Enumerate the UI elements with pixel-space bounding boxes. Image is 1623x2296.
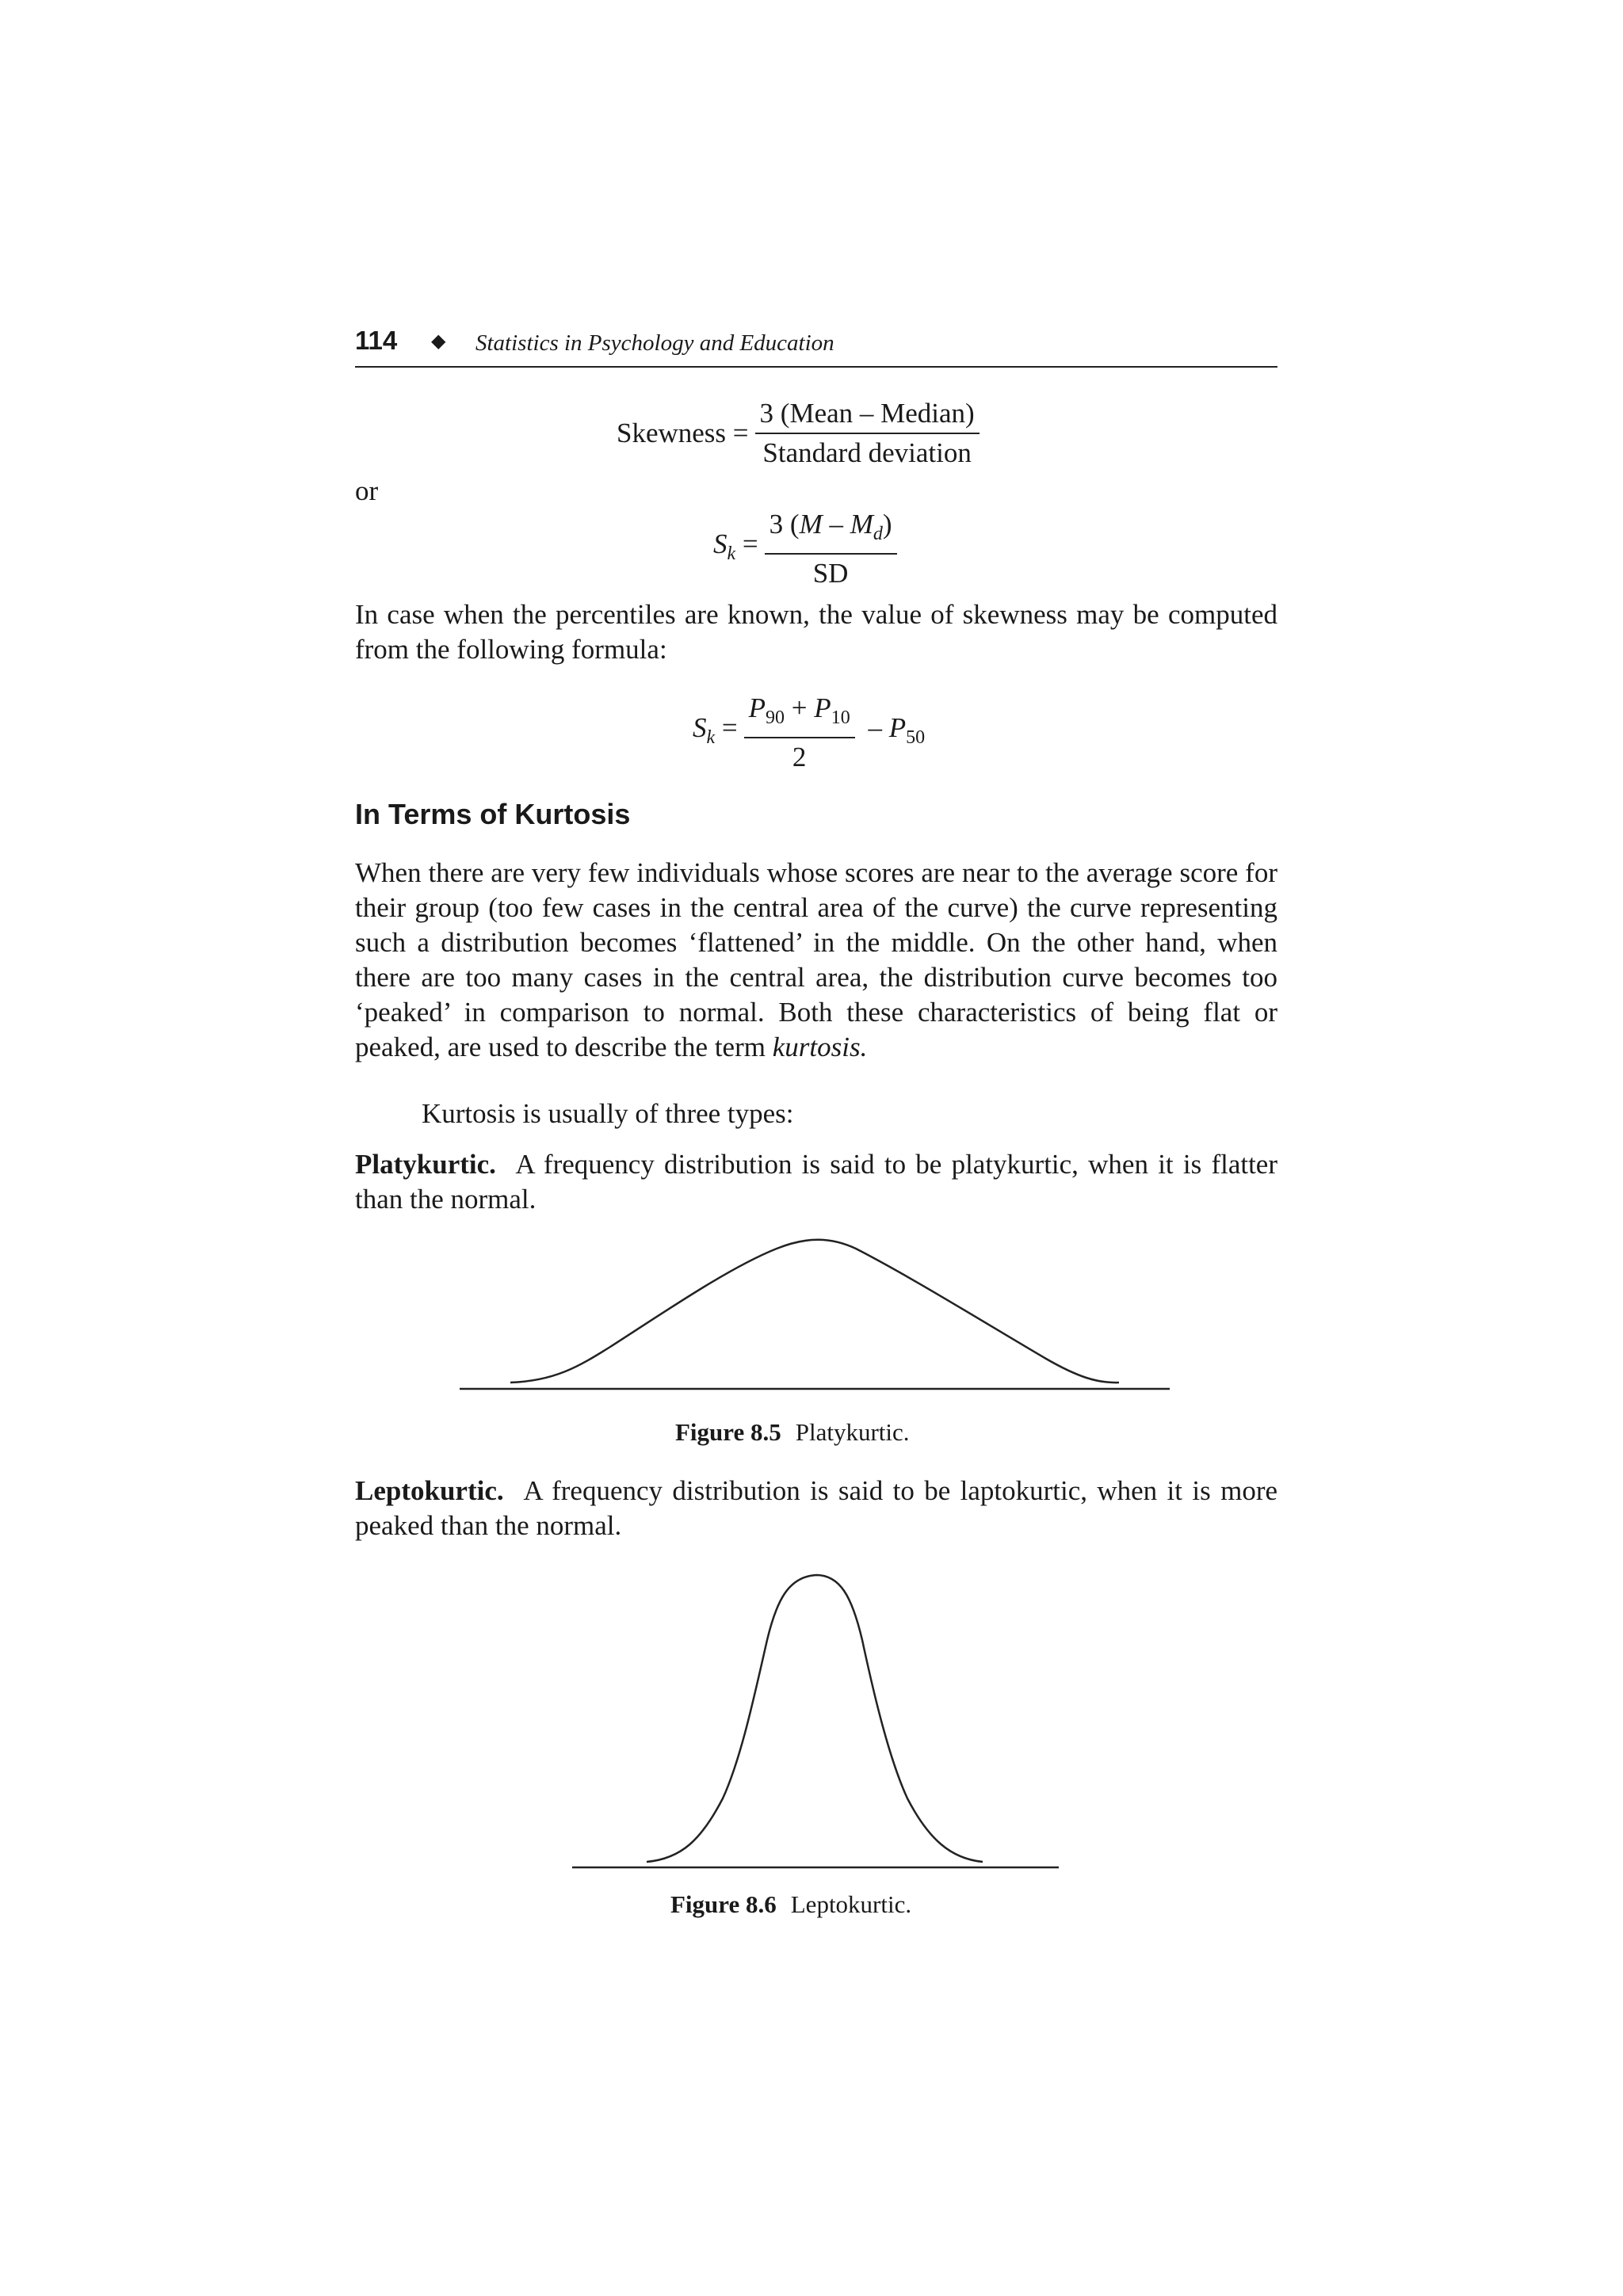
figure-number: Figure 8.6 [670,1890,777,1918]
kurtosis-term: kurtosis. [772,1032,868,1062]
diamond-icon: ◆ [431,331,446,352]
formula-denominator: SD [812,558,849,589]
platykurtic-paragraph: Platykurtic. A frequency distribution is said to be platykurtic, when it is flatter than the normal. [355,1149,1277,1215]
section-heading: In Terms of Kurtosis [355,798,631,830]
formula-lhs: $S_k$ = [713,528,758,564]
figure-number: Figure 8.5 [675,1418,781,1446]
page-number: 114 [355,326,398,355]
leptokurtic-paragraph: Leptokurtic. A frequency distribution is said to be laptokurtic, when it is more peaked than the normal. [355,1475,1278,1541]
leptokurtic-term: Leptokurtic. [355,1475,504,1506]
formula-tail: – $P_{50}$ [868,712,926,748]
formula-lhs: $S_k$ = [693,712,738,748]
formula-numerator: 3 (Mean – Median) [755,396,980,434]
formula-denominator: 2 [792,742,807,772]
figure-8-5-caption [675,1417,910,1448]
figure-8-5-platykurtic [460,1240,1170,1389]
platykurtic-term: Platykurtic. [355,1149,496,1180]
leptokurtic-curve [647,1575,983,1862]
figure-caption-text: Platykurtic. [795,1418,910,1446]
paragraph-kurtosis: When there are very few individuals whose scores are near to the average score for their group (too few cases in the central area of the curve) the curve representing such a distribution becomes ‘flattened’ in the middle. On the other hand, when there are too many cases in the central area, the distribution curve becomes too ‘peaked’ in comparison to normal. Both these characteristics of being flat or peaked, are used to describe the term kurtosis. [355,857,1277,1062]
kurtosis-types-line: Kurtosis is usually of three types: [422,1098,794,1129]
running-title: Statistics in Psychology and Education [475,330,834,356]
figure-caption-text: Leptokurtic. [790,1890,912,1918]
formula-numerator: $P_{90} + P_{10}$ [744,691,855,738]
platykurtic-curve [510,1240,1119,1383]
figure-8-6-leptokurtic [572,1575,1059,1867]
formula-numerator: 3 $(M - M_d)$ [765,507,897,555]
formula-lhs: Skewness = [617,418,749,448]
figure-8-6-caption [670,1889,911,1920]
formula-denominator: Standard deviation [762,437,972,468]
or-text: or [355,475,379,506]
paragraph-percentiles: In case when the percentiles are known, the value of skewness may be computed from the following formula: [355,599,1277,665]
